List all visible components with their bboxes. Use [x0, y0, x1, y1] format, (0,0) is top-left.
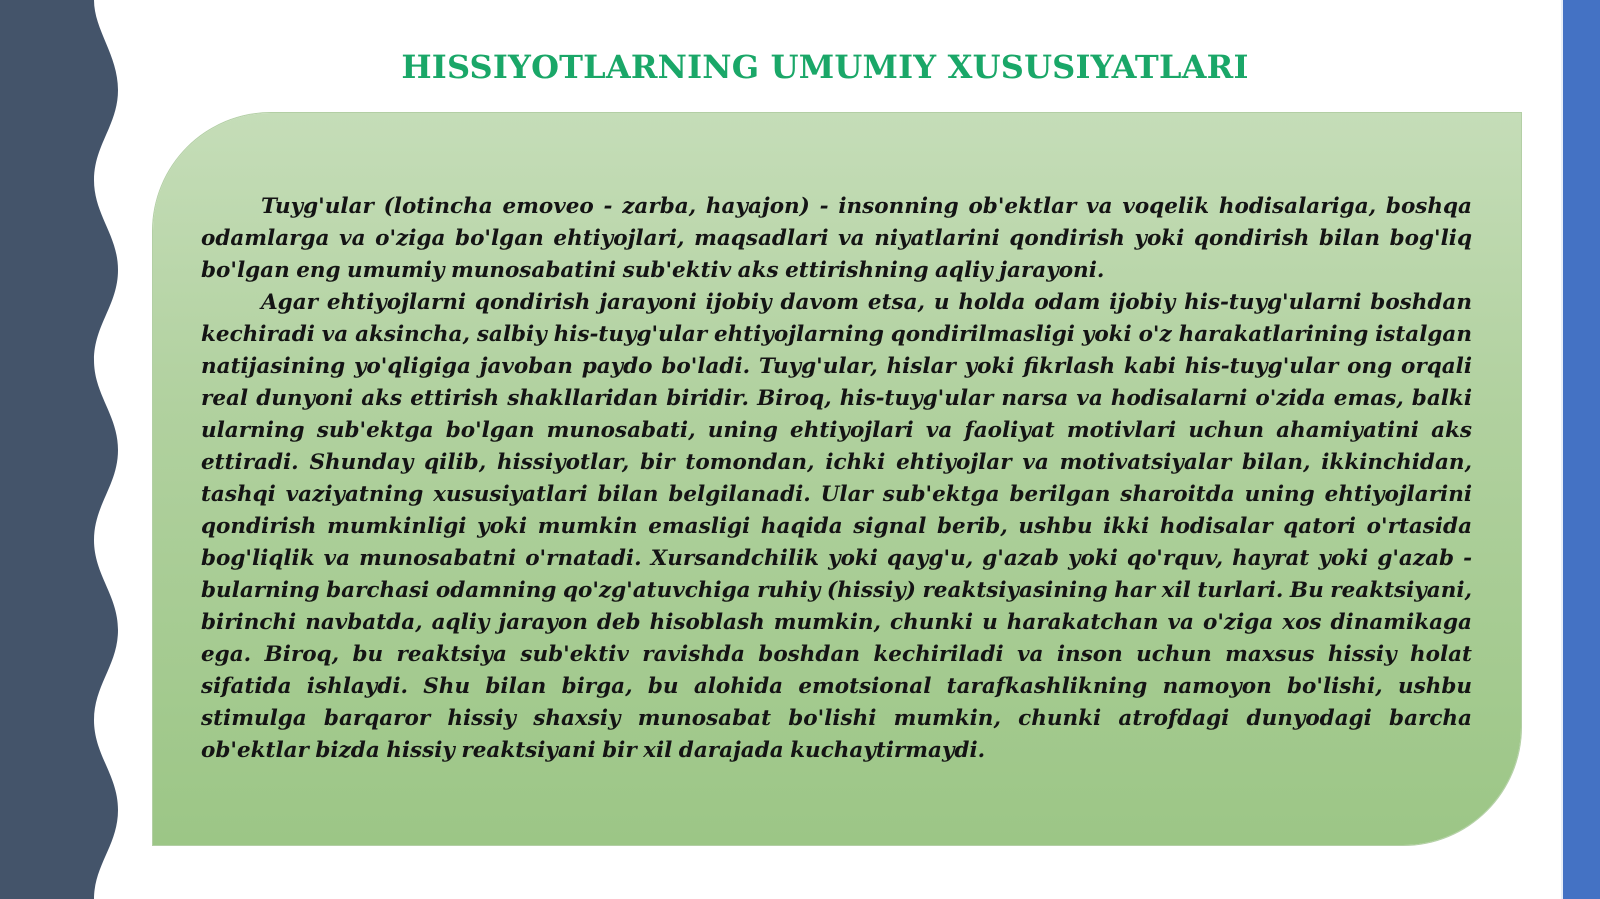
right-accent-band: [1563, 0, 1600, 899]
paragraph-explanation: Agar ehtiyojlarni qondirish jarayoni ijobiy davom etsa, u holda odam ijobiy his-tuyg'ularni boshdan kechiradi va aksincha, salbiy his-tuyg'ular ehtiyojlarning qondirilmasligi yoki o'z harakatlarining istalgan natijasining yo'qligiga javoban paydo bo'ladi. Tuyg'ular, hislar yoki fikrlash kabi his-tuyg'ular ong orqali real dunyoni aks ettirish shakllaridan biridir. Biroq, his-tuyg'ular narsa va hodisalarni o'zida emas, balki ularning sub'ektga bo'lgan munosabati, uning ehtiyojlari va faoliyat motivlari uchun ahamiyatini aks ettiradi. Shunday qilib, hissiyotlar, bir tomondan, ichki ehtiyojlar va motivatsiyalar bilan, ikkinchidan, tashqi vaziyatning xususiyatlari bilan belgilanadi. Ular sub'ektga berilgan sharoitda uning ehtiyojlarini qondirish mumkinligi yoki mumkin emasligi haqida signal berib, ushbu ikki hodisalar qatori o'rtasida bog'liqlik va munosabatni o'rnatadi. Xursandchilik yoki qayg'u, g'azab yoki qo'rquv, hayrat yoki g'azab - bularning barchasi odamning qo'zg'atuvchiga ruhiy (hissiy) reaktsiyasining har xil turlari. Bu reaktsiyani, birinchi navbatda, aqliy jarayon deb hisoblash mumkin, chunki u harakatchan va o'ziga xos dinamikaga ega. Biroq, bu reaktsiya sub'ektiv ravishda boshdan kechiriladi va inson uchun maxsus hissiy holat sifatida ishlaydi. Shu bilan birga, bu alohida emotsional tarafkashlikning namoyon bo'lishi, ushbu stimulga barqaror hissiy shaxsiy munosabat bo'lishi mumkin, chunki atrofdagi dunyodagi barcha ob'ektlar bizda hissiy reaktsiyani bir xil darajada kuchaytirmaydi.: [201, 290, 1472, 763]
slide-title: HISSIYOTLARNING UMUMIY XUSUSIYATLARI: [401, 48, 1249, 86]
paragraph-definition: Tuyg'ular (lotincha emoveo - zarba, hayajon) - insonning ob'ektlar va voqelik hodisalariga, boshqa odamlarga va o'ziga bo'lgan ehtiyojlari, maqsadlari va niyatlarini qondirish yoki qondirish bilan bog'liq bo'lgan eng umumiy munosabatini sub'ektiv aks ettirishning aqliy jarayoni.: [201, 194, 1472, 283]
left-wave-band: [0, 0, 130, 899]
left-wave-shape: [0, 0, 118, 899]
body-text: [201, 191, 1472, 767]
